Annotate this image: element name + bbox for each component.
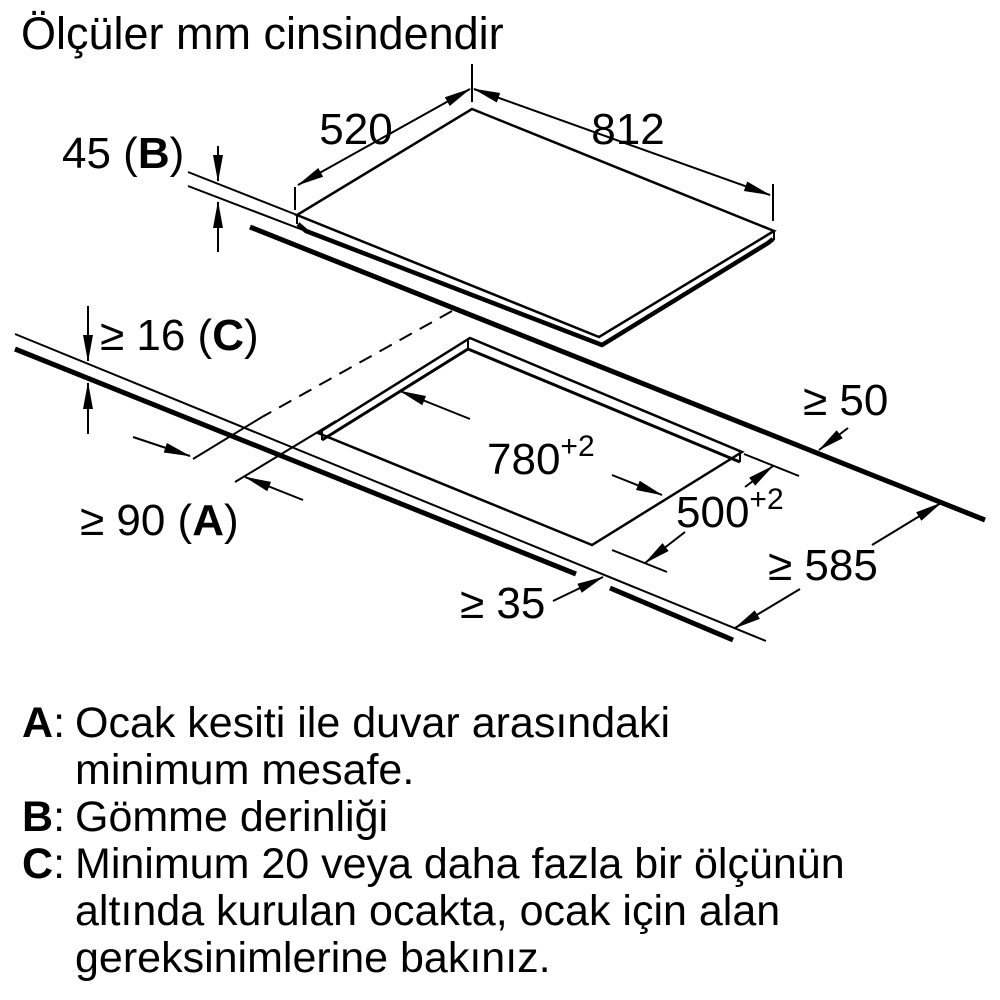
cooktop-bottom-edge: [298, 224, 773, 345]
legend: [22, 700, 972, 982]
legend-row-c: C: Minimum 20 veya daha fazla bir ölçünün altında kurulan ocakta, ocak için alan gereksinimlerine bakınız.: [22, 841, 972, 982]
dim-90-a: [80, 421, 336, 545]
dim-50-label: ≥ 50: [803, 376, 889, 425]
legend-c-line-1: Minimum 20 veya daha fazla bir ölçünün: [75, 840, 845, 888]
dim-812: [474, 89, 773, 221]
dim-50: [803, 376, 888, 450]
page-title: Ölçüler mm cinsindendir: [21, 8, 504, 59]
legend-a-line-1: Ocak kesiti ile duvar arasındaki: [75, 699, 671, 747]
dim-16-c-label: ≥ 16 (C): [100, 311, 259, 360]
worktop-front-edge: [15, 334, 766, 641]
legend-c-line-2: altında kurulan ocakta, ocak için alan: [75, 887, 781, 935]
legend-key-a: A: [22, 699, 54, 747]
dim-500-label: $500^{+2}$: [676, 483, 784, 537]
legend-row-a: A: Ocak kesiti ile duvar arasındaki minimum mesafe.: [22, 700, 972, 794]
cutout-inner-left-edge: [322, 349, 468, 440]
legend-a-line-2: minimum mesafe.: [75, 746, 415, 794]
legend-b-line-1: Gömme derinliği: [75, 793, 389, 841]
dim-520: [295, 64, 472, 210]
dim-780: [400, 391, 662, 495]
dim-35: [460, 577, 603, 628]
legend-key-c: C: [22, 840, 54, 888]
dim-90-a-label: ≥ 90 (A): [80, 496, 239, 545]
legend-key-b: B: [22, 793, 54, 841]
legend-c-line-3: gereksinimlerine bakınız.: [75, 934, 551, 982]
dim-45-b-label: 45 (B): [62, 129, 185, 178]
dim-520-label: 520: [319, 105, 393, 154]
dim-812-label: 812: [591, 105, 665, 154]
dim-35-label: ≥ 35: [460, 579, 546, 628]
dim-585: [735, 503, 941, 628]
dim-585-label: ≥ 585: [768, 541, 878, 590]
dim-780-label: $780^{+2}$: [487, 430, 595, 484]
legend-row-b: B: Gömme derinliği: [22, 794, 972, 841]
